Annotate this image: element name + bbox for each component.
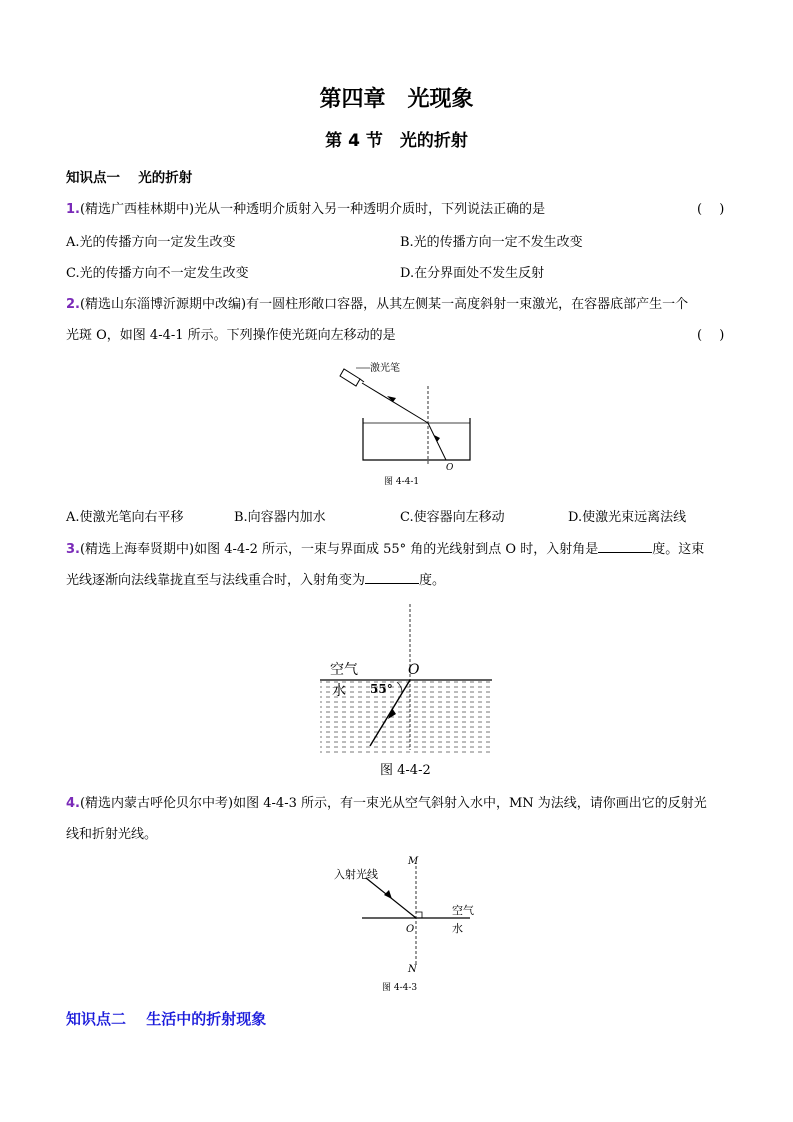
question-1-option-c: C.光的传播方向不一定发生改变: [66, 266, 249, 281]
question-3-text-1: (精选上海奉贤期中)如图 4-4-2 所示，一束与界面成 55° 角的光线射到点 O 时，入射角是: [79, 542, 599, 557]
point-o-label: O: [446, 463, 454, 473]
question-2-answer-bracket: ( ): [697, 328, 725, 343]
angle-label: 55°: [370, 682, 393, 696]
laser-pen-label: 激光笔: [370, 363, 400, 374]
point-o-label: O: [408, 662, 420, 678]
question-2-line-1: [66, 293, 688, 312]
incident-beam: [362, 383, 428, 423]
question-3-line-2: [66, 569, 445, 588]
figure-4-4-3-caption: 图 4-4-3: [382, 983, 418, 992]
figure-4-4-2-caption: 图 4-4-2: [380, 763, 431, 778]
section-title: 第 4 节 光的折射: [325, 131, 468, 151]
point-m-label: M: [408, 856, 419, 867]
air-label: 空气: [330, 662, 358, 678]
question-1-option-b: B.光的传播方向一定不发生改变: [400, 235, 583, 250]
question-2-line-2: 光斑 O，如图 4-4-1 所示。下列操作使光斑向左移动的是: [66, 328, 396, 343]
laser-pen-icon: [340, 369, 364, 386]
figure-4-4-2: [318, 600, 496, 780]
question-2-option-b: B.向容器内加水: [234, 510, 326, 525]
question-2-number: 2.: [66, 297, 80, 312]
question-3-number: 3.: [66, 542, 80, 557]
question-4-line-1: [66, 792, 707, 811]
figure-4-4-3: [330, 852, 490, 992]
question-4-line-2: 线和折射光线。: [66, 827, 158, 842]
question-1-option-d: D.在分界面处不发生反射: [400, 266, 545, 281]
question-1: [66, 198, 545, 217]
question-1-number: 1.: [66, 202, 80, 217]
question-3-text-3: 光线逐渐向法线靠拢直至与法线重合时，入射角变为: [66, 573, 366, 588]
question-1-answer-bracket: ( ): [697, 202, 725, 217]
question-3-line-1: [66, 538, 704, 557]
arrow-icon: [434, 435, 440, 442]
container: [363, 418, 470, 460]
incident-ray-label: 入射光线: [334, 868, 378, 881]
question-4-text-1: (精选内蒙古呼伦贝尔中考)如图 4-4-3 所示，有一束光从空气斜射入水中，MN 为法线，请你画出它的反射光: [79, 796, 707, 811]
question-1-text: (精选广西桂林期中)光从一种透明介质射入另一种透明介质时，下列说法正确的是: [79, 202, 546, 217]
knowledge-point-1-heading: 知识点一 光的折射: [66, 170, 193, 186]
point-o-label: O: [406, 924, 415, 935]
question-2-option-c: C.使容器向左移动: [400, 510, 505, 525]
water-label: 水: [452, 922, 463, 935]
point-n-label: N: [408, 964, 417, 975]
question-3-text-2: 度。这束: [652, 542, 705, 557]
chapter-title: 第四章 光现象: [319, 87, 474, 112]
figure-4-4-1-caption: 图 4-4-1: [384, 477, 420, 487]
arrow-icon: [384, 890, 392, 899]
question-1-option-a: A.光的传播方向一定发生改变: [66, 235, 236, 250]
water-label: 水: [332, 683, 346, 699]
figure-4-4-1: [330, 358, 480, 490]
question-4-number: 4.: [66, 796, 80, 811]
question-2-text-1: (精选山东淄博沂源期中改编)有一圆柱形敞口容器，从其左侧某一高度斜射一束激光，在容器底部产生一个: [79, 297, 689, 312]
question-2-option-d: D.使激光束远离法线: [568, 510, 687, 525]
right-angle-mark: [416, 912, 422, 918]
air-label: 空气: [452, 904, 474, 917]
question-3-text-4: 度。: [419, 573, 446, 588]
question-2-option-a: A.使激光笔向右平移: [66, 510, 184, 525]
knowledge-point-2-heading: 知识点二 生活中的折射现象: [66, 1010, 267, 1028]
answer-blank-final-angle[interactable]: [365, 571, 419, 584]
answer-blank-incident-angle[interactable]: [598, 540, 652, 553]
